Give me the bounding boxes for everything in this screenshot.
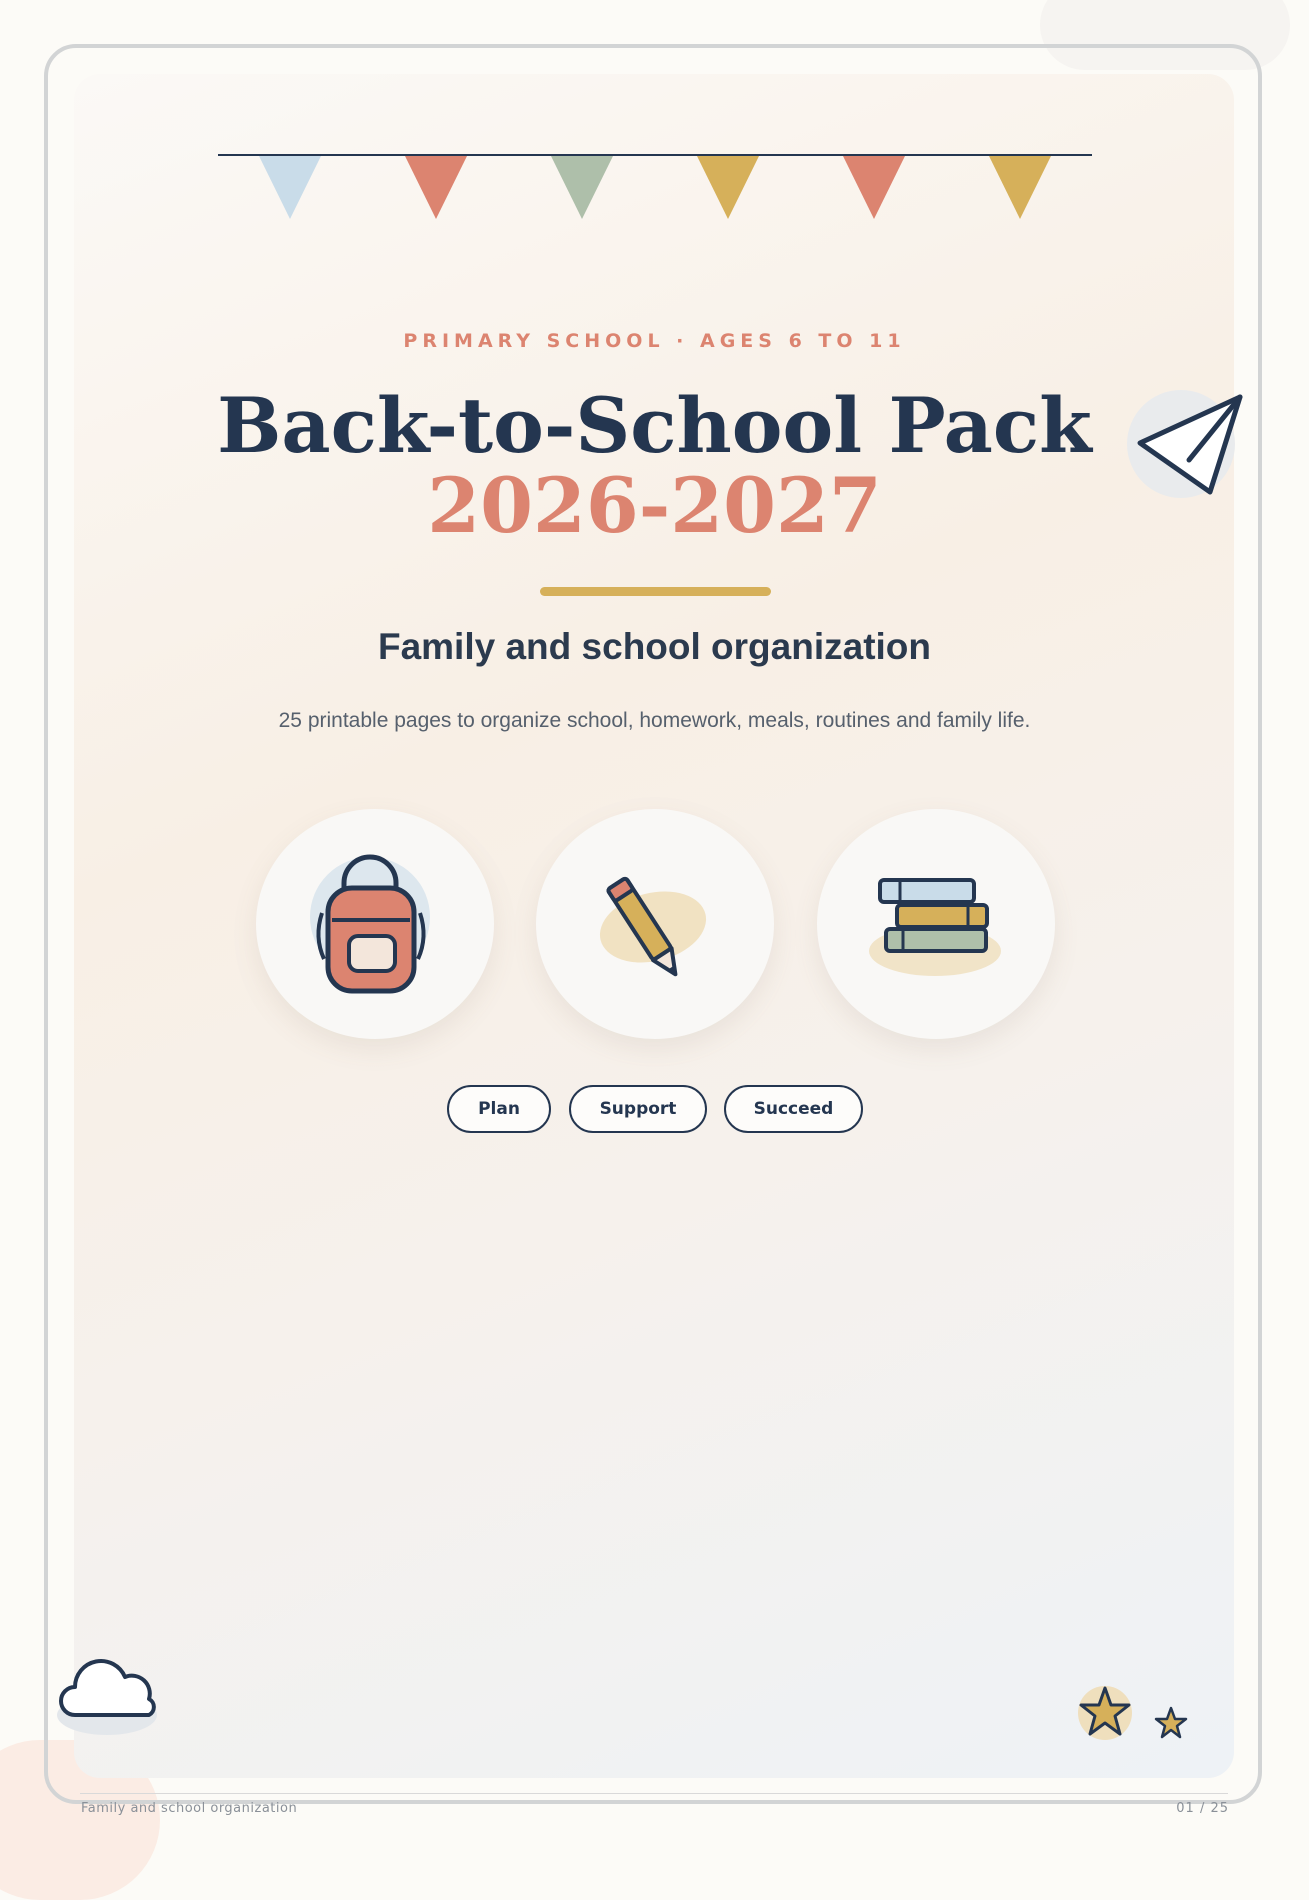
- books-card: [817, 809, 1055, 1039]
- pill-support: Support: [569, 1085, 707, 1133]
- star-icon: [1156, 1708, 1186, 1737]
- footer-divider: [80, 1793, 1228, 1794]
- pill-plan: Plan: [447, 1085, 551, 1133]
- pill-succeed: Succeed: [724, 1085, 863, 1133]
- bunting-flag: [989, 156, 1051, 219]
- bunting-flag: [843, 156, 905, 219]
- bunting-flag: [697, 156, 759, 219]
- title-divider: [540, 587, 771, 596]
- bunting-flag: [405, 156, 467, 219]
- page-subtitle: Family and school organization: [377, 626, 931, 667]
- bunting-garland: [218, 153, 1092, 223]
- bunting-flag: [259, 156, 321, 219]
- page-eyebrow: PRIMARY SCHOOL · AGES 6 TO 11: [403, 330, 906, 352]
- pencil-icon: [536, 809, 774, 1039]
- page-description: 25 printable pages to organize school, homework, meals, routines and family life.: [278, 709, 1031, 732]
- stars-decoration: [1075, 1683, 1195, 1743]
- page-year: 2026-2027: [427, 461, 882, 550]
- backpack-icon: [256, 809, 494, 1039]
- page-number: 01 / 25: [1176, 1801, 1229, 1816]
- backpack-card: [256, 809, 494, 1039]
- footer-title: Family and school organization: [81, 1801, 298, 1816]
- books-icon: [817, 809, 1055, 1039]
- cloud-icon: [55, 1655, 163, 1739]
- paper-plane-icon: [1125, 390, 1245, 502]
- page-title: Back-to-School Pack: [217, 381, 1092, 470]
- bunting-flag: [551, 156, 613, 219]
- pencil-card: [536, 809, 774, 1039]
